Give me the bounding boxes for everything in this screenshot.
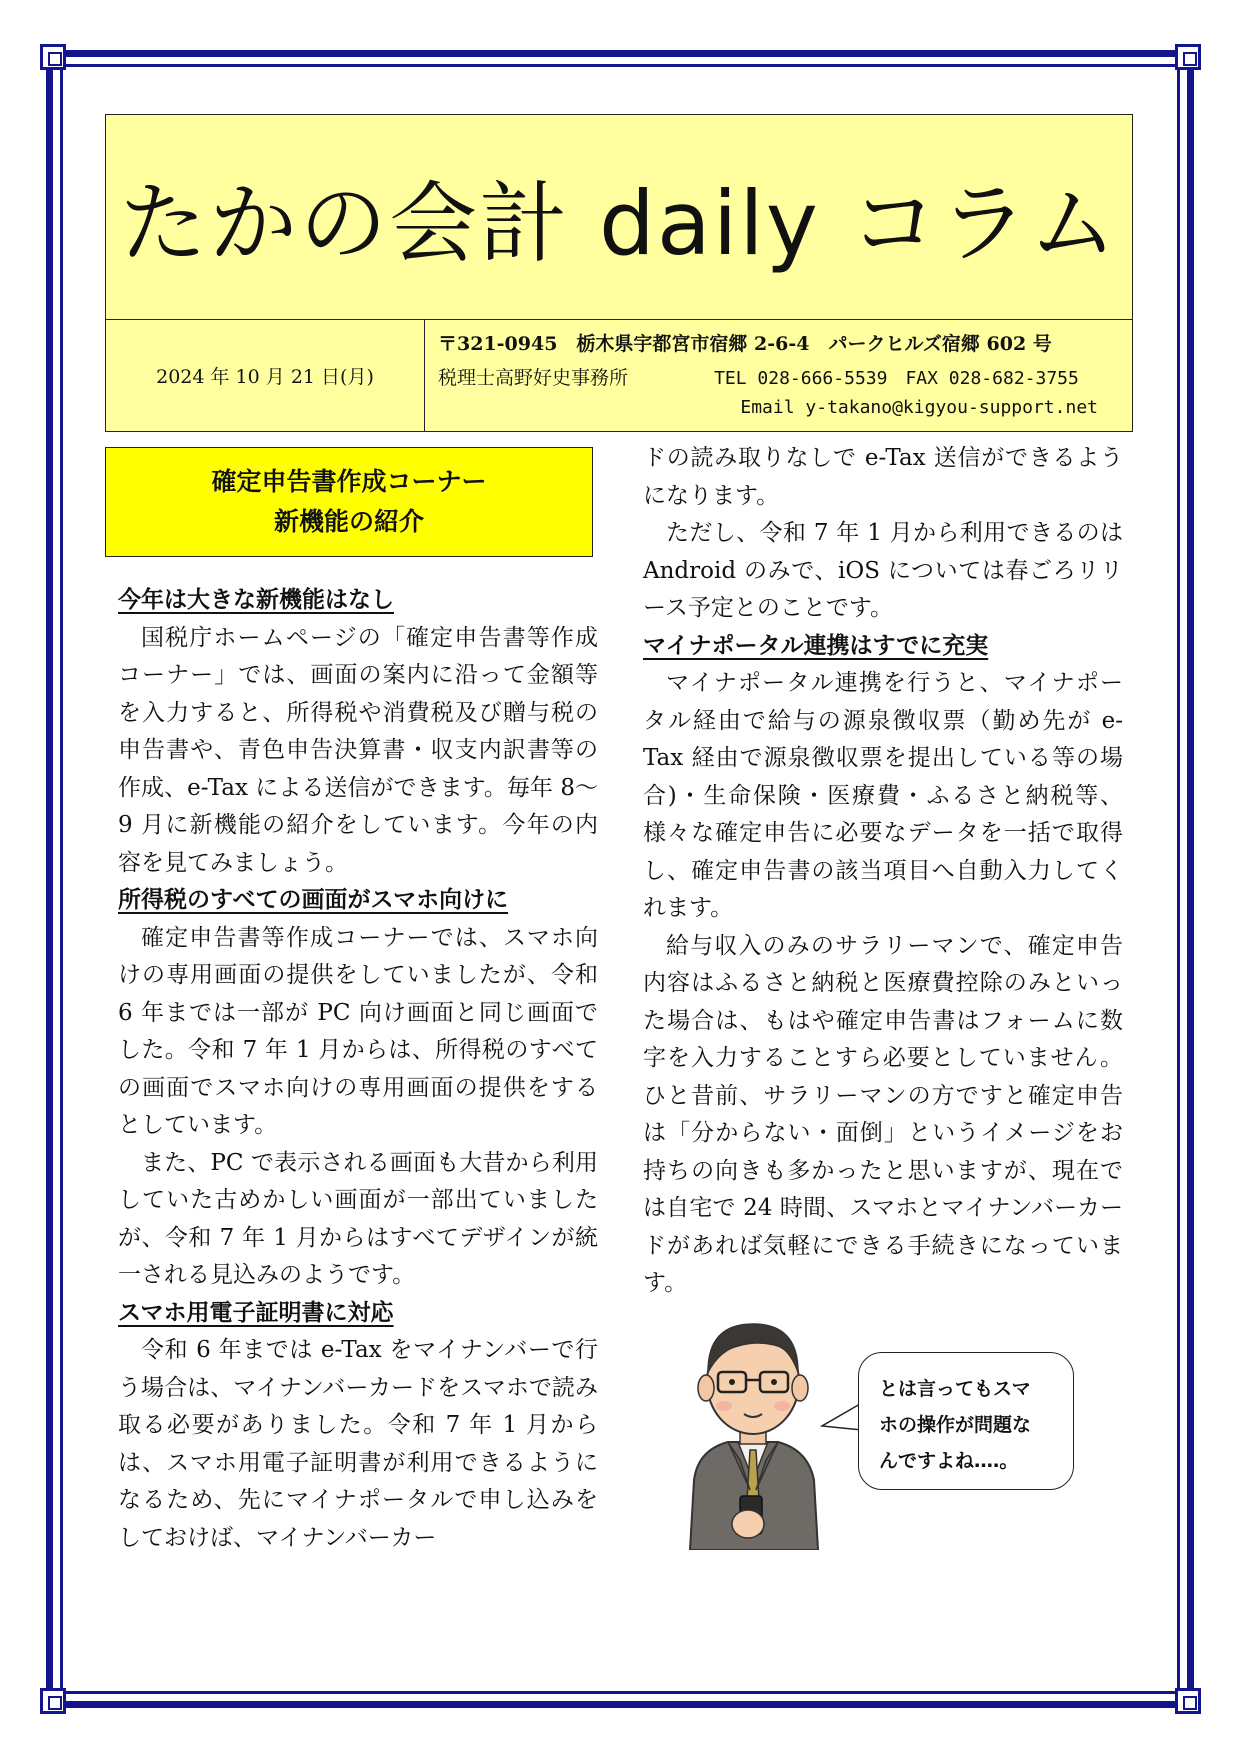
paragraph: 確定申告書等作成コーナーでは、スマホ向けの専用画面の提供をしていましたが、令和 6 年までは一部が PC 向け画面と同じ画面でした。令和 7 年 1 月からは、所得税のすべての画面でスマホ向けの専用画面の提供をするとしています。 bbox=[118, 924, 598, 1138]
office-tel-fax: TEL 028-666-5539 FAX 028-682-3755 bbox=[714, 368, 1079, 389]
paragraph: ただし、令和 7 年 1 月から利用できるのは Android のみで、iOS については春ごろリリース予定とのことです。 bbox=[643, 520, 1123, 621]
office-name: 税理士高野好史事務所 bbox=[438, 367, 629, 389]
paragraph-continued: ドの読み取りなしで e-Tax 送信ができるようになります。 bbox=[643, 445, 1123, 509]
headline-line-2: 新機能の紹介 bbox=[273, 507, 424, 536]
office-email: Email y-takano@kigyou-support.net bbox=[740, 397, 1098, 418]
office-contact bbox=[424, 319, 1132, 431]
section-heading: 所得税のすべての画面がスマホ向けに bbox=[118, 887, 509, 913]
border-corner-ornament bbox=[1175, 44, 1201, 70]
article-column-right bbox=[643, 440, 1123, 1303]
businessman-smartphone-illustration bbox=[668, 1310, 838, 1550]
newsletter-title: たかの会計 daily コラム bbox=[119, 172, 1119, 275]
issue-date: 2024 年 10 月 21 日(月) bbox=[106, 319, 425, 431]
speech-line-1: とは言ってもスマ bbox=[879, 1378, 1031, 1400]
border-corner-ornament bbox=[40, 1688, 66, 1714]
border-corner-ornament bbox=[40, 44, 66, 70]
newsletter-header bbox=[105, 114, 1133, 432]
paragraph: 国税庁ホームページの「確定申告書等作成コーナー」では、画面の案内に沿って金額等を入力すると、所得税や消費税及び贈与税の申告書や、青色申告決算書・収支内訳書等の作成、e-Tax による送信ができます。毎年 8～9 月に新機能の紹介をしています。今年の内容を見てみましょう。 bbox=[118, 624, 598, 876]
article-headline bbox=[105, 447, 593, 557]
speech-line-3: んですよね‥‥。 bbox=[879, 1450, 1019, 1472]
speech-line-2: ホの操作が問題な bbox=[879, 1414, 1032, 1436]
paragraph: 給与収入のみのサラリーマンで、確定申告内容はふるさと納税と医療費控除のみといった場合は、もはや確定申告書はフォームに数字を入力することすら必要としていません。ひと昔前、サラリーマンの方ですと確定申告は「分からない・面倒」というイメージをお持ちの向きも多かったと思いますが、現在では自宅で 24 時間、スマホとマイナンバーカードがあれば気軽にできる手続きになっています。 bbox=[643, 932, 1123, 1296]
border-corner-ornament bbox=[1175, 1688, 1201, 1714]
section-heading: スマホ用電子証明書に対応 bbox=[118, 1299, 394, 1326]
paragraph: 令和 6 年までは e-Tax をマイナンバーで行う場合は、マイナンバーカードをスマホで読み取る必要がありました。令和 7 年 1 月からは、スマホ用電子証明書が利用できるようになるため、先にマイナポータルで申し込みをしておけば、マイナンバーカー bbox=[118, 1337, 598, 1551]
section-heading: 今年は大きな新機能はなし bbox=[118, 587, 394, 613]
title-cell bbox=[106, 115, 1132, 320]
office-address: 〒321-0945 栃木県宇都宮市宿郷 2-6-4 パークヒルズ宿郷 602 号 bbox=[438, 333, 1052, 355]
article-column-left bbox=[118, 582, 598, 1557]
section-heading: マイナポータル連携はすでに充実 bbox=[643, 632, 989, 659]
paragraph: マイナポータル連携を行うと、マイナポータル経由で給与の源泉徴収票（勤め先が e-Tax 経由で源泉徴収票を提出している等の場合)・生命保険・医療費・ふるさと納税等、様々な確定申告に必要なデータを一括で取得し、確定申告書の該当項目へ自動入力してくれます。 bbox=[643, 670, 1124, 921]
speech-bubble bbox=[858, 1352, 1074, 1490]
office-name-line bbox=[438, 363, 1079, 390]
headline-line-1: 確定申告書作成コーナー bbox=[211, 467, 487, 496]
paragraph: また、PC で表示される画面も大昔から利用していた古めかしい画面が一部出ていましたが、令和 7 年 1 月からはすべてデザインが統一される見込みのようです。 bbox=[118, 1149, 598, 1288]
